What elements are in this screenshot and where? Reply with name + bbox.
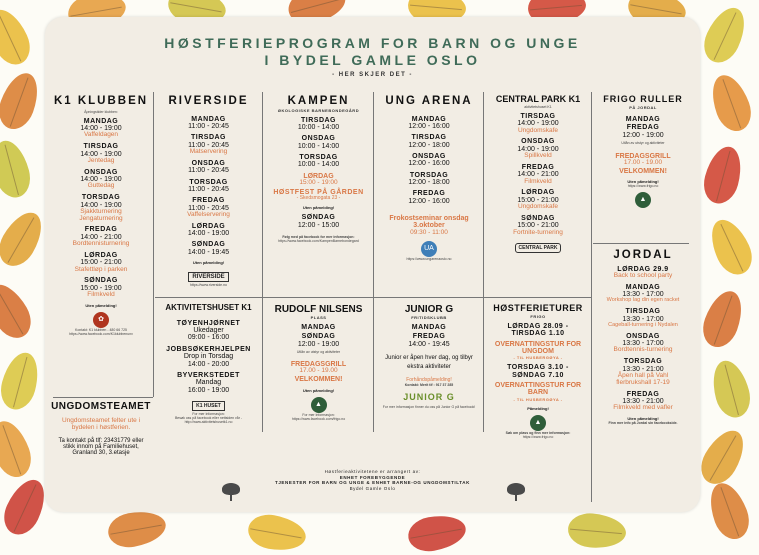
activity-note: Matservering <box>189 148 228 156</box>
signup-note: Uten påmelding! <box>192 260 225 266</box>
divider <box>153 92 154 397</box>
activity-note: Ungdomskafe <box>517 203 559 211</box>
junior-g-section <box>375 304 483 434</box>
time-label: 14:00 - 19:00 <box>517 120 559 128</box>
leaf-decoration <box>694 423 752 490</box>
day-label: MANDAG <box>411 324 447 331</box>
web-link[interactable]: https://www.frigo.no <box>522 434 554 439</box>
web-link[interactable]: For mer informasjon finner du oss på Junior G på facebook! <box>382 405 476 410</box>
day-label: FREDAG <box>626 390 660 398</box>
web-link[interactable]: https://www.facebook.com/K1klubbenunv <box>69 331 133 336</box>
note-text: Utlån av utstyr og aktiviteter <box>296 350 341 355</box>
footer <box>205 469 540 492</box>
day-label: FREDAG <box>521 163 555 171</box>
hostferieturer-section <box>485 303 591 439</box>
ung-arena-logo: UA <box>421 241 437 257</box>
frigo-logo: ▲ <box>635 192 651 208</box>
day-label: FREDAG <box>84 226 118 234</box>
time-label: 14:00 - 19:00 <box>517 145 559 153</box>
time-label: 14:00 - 19:00 <box>80 176 122 183</box>
day-label: TORSDAG <box>81 194 121 202</box>
time-label: 11:00 - 20:45 <box>188 185 229 193</box>
time-label: 11:00 - 20:45 <box>188 141 229 149</box>
day-label: TIRSDAG <box>520 112 556 120</box>
tagline: - HER SKJER DET - <box>332 72 413 78</box>
ungdomsteamet-section <box>49 401 153 501</box>
more-info: For mer informasjon: <box>192 411 225 416</box>
activity-note: Jentedag <box>87 156 115 164</box>
web-link[interactable]: https://www.facebook.com/KampenBarnebondegard <box>278 239 359 244</box>
leaf-decoration <box>705 70 757 136</box>
item-title: BYVERKSTEDET <box>177 371 240 379</box>
activity-note: Spillkveld <box>524 152 552 160</box>
day-label: TIRSDAG <box>191 134 226 142</box>
activity-note: Åpen hall på Vahl <box>617 371 669 379</box>
day-label: TORSDAG <box>623 358 663 366</box>
leaf-decoration <box>703 214 758 281</box>
activity-note: Filmkveld med vafler <box>613 404 673 412</box>
day-label: ONSDAG <box>412 153 446 161</box>
section-subtitle: FRITIDSKLUBB <box>411 315 447 320</box>
signup-note: Uten påmelding! <box>627 416 659 422</box>
leaf-decoration <box>697 2 752 69</box>
activity-note: Cageball-turnering i Nydalen <box>608 321 678 328</box>
leaf-decoration <box>707 357 755 422</box>
leaf-decoration <box>245 511 308 555</box>
item-line: 16:00 - 19:00 <box>187 386 230 394</box>
footer-line: Bydel Gamle Oslo <box>349 485 396 491</box>
time-label: 14:00 - 19:00 <box>80 125 122 132</box>
leaf-decoration <box>703 478 755 544</box>
time-label: 10:00 - 14:00 <box>297 123 340 131</box>
section-title: JUNIOR G <box>404 304 454 315</box>
day-label: TIRSDAG <box>83 143 119 151</box>
time-label: 14:00 - 19:00 <box>187 230 230 238</box>
follow-text: Følg med på facebook for mer informasjon: <box>282 235 355 240</box>
event-time: 17.00 - 19.00 <box>623 159 663 167</box>
activity-note: flerbrukshall 17-19 <box>616 378 670 386</box>
ung-arena-section <box>375 95 483 295</box>
time-label: 15:00 - 21:00 <box>80 259 122 267</box>
event-cta: VELKOMMEN! <box>294 376 343 384</box>
event-time: 09:30 - 11:00 <box>410 228 448 236</box>
time-label: 13:30 - 17:00 <box>622 315 664 323</box>
intro-text: Åpningstider klubben: <box>84 109 118 114</box>
time-label: 13:30 - 21:00 <box>622 365 664 373</box>
time-label: 12:00 - 18:00 <box>408 179 450 187</box>
activity-note: Guttedag <box>87 182 115 190</box>
jordal-section <box>593 249 693 505</box>
section-title: KAMPEN <box>287 95 350 107</box>
day-label: MANDAG <box>411 115 447 123</box>
divider <box>155 297 591 298</box>
footer-line: ENHET FOREBYGGENDE <box>339 474 406 480</box>
item-line: 14:00 - 20:00 <box>187 360 230 368</box>
activity-note: Bordtennisturnering <box>72 240 130 248</box>
section-title: K1 KLUBBEN <box>53 95 149 107</box>
event-title: FREDAGSGRILL <box>290 361 347 369</box>
leaf-decoration <box>0 205 50 272</box>
day-label: LØRDAG 29.9 <box>617 265 669 273</box>
riverside-logo: RIVERSIDE <box>188 272 228 282</box>
central-park-logo: CENTRAL PARK <box>515 243 562 253</box>
time-label: 13:30 - 21:00 <box>622 397 664 405</box>
web-link[interactable]: https://www.facebook.com/frigo.no <box>291 416 346 421</box>
more-info: Finn mer info på Jordal sin facebookside. <box>608 421 678 426</box>
day-label: MANDAG <box>625 115 661 123</box>
contact-text: Kontakt: Merit tlf : 917 37 285 <box>404 383 454 388</box>
day-label: SØNDAG <box>84 277 118 285</box>
event-cta: VELKOMMEN! <box>619 168 667 176</box>
activity-note: Fortnite-turnering <box>513 228 563 236</box>
central-park-section <box>485 95 591 295</box>
day-label: MANDAG <box>625 283 661 291</box>
day-label: LØRDAG <box>303 172 334 180</box>
day-label: TORSDAG <box>189 178 228 186</box>
time-label: 15:00 - 19:00 <box>80 284 122 292</box>
day-label: ONSDAG <box>626 332 660 340</box>
section-subtitle: PLASS <box>310 315 327 320</box>
time-label: 13:30 - 17:00 <box>622 340 664 348</box>
activity-note: Filmkveld <box>87 291 115 299</box>
day-label: ONSDAG <box>301 135 336 143</box>
divider <box>591 92 592 502</box>
time-label: 12:00 - 19:00 <box>622 131 664 139</box>
section-subtitle: aktivitetshuset K1 <box>524 104 552 109</box>
divider <box>262 92 263 432</box>
time-label: 11:00 - 20:45 <box>188 204 229 212</box>
day-label: TIRSDAG <box>301 116 336 124</box>
leaf-decoration <box>697 286 749 352</box>
divider <box>593 243 689 244</box>
time-label: 11:00 - 20:45 <box>188 122 229 130</box>
leaf-decoration <box>567 512 628 551</box>
day-label: SØNDAG <box>301 214 336 222</box>
day-label: SØNDAG <box>301 333 336 341</box>
day-label: FREDAG <box>412 333 446 341</box>
leaf-decoration <box>0 137 35 202</box>
event-title: HØSTFEST PÅ GÅRDEN <box>273 188 364 196</box>
day-label: TIRSDAG <box>411 134 447 142</box>
time-label: 12:00 - 16:00 <box>408 197 450 205</box>
time-label: 14:00 - 21:00 <box>517 171 559 179</box>
leaf-decoration <box>0 416 37 482</box>
leaf-decoration <box>0 277 38 344</box>
time-label: 10:00 - 14:00 <box>297 161 340 169</box>
time-label: 11:00 - 20:45 <box>188 167 229 175</box>
riverside-section <box>155 95 262 295</box>
leaf-decoration <box>0 68 45 134</box>
item-line: Mandag <box>195 379 222 387</box>
day-label: ONSDAG <box>84 168 118 176</box>
activity-note: Vaffeldagen <box>83 131 119 139</box>
divider <box>483 92 484 432</box>
trip-dates: TORSDAG 3.10 - SØNDAG 7.10 <box>507 364 569 379</box>
day-label: FREDAG <box>192 197 225 205</box>
day-label: LØRDAG <box>521 189 555 197</box>
time-label: 12:00 - 16:00 <box>408 160 450 168</box>
activity-note: Stafettløp i parken <box>74 265 128 273</box>
activity-note: Bordtennis-turnering <box>613 346 673 354</box>
event-location: - Skedsmogata 23 - <box>296 195 341 202</box>
event-title: Frokostseminar onsdag 3.oktober <box>389 215 469 230</box>
day-label: ONSDAG <box>521 138 555 146</box>
activity-note: Back to school party <box>613 271 673 279</box>
day-label: TORSDAG <box>299 154 338 162</box>
time-label: 14:00 - 19:45 <box>408 340 450 348</box>
day-label: MANDAG <box>301 324 336 331</box>
day-label: SØNDAG <box>521 214 555 222</box>
activity-note: Filmkveld <box>524 177 552 185</box>
section-subtitle: ØKOLOGISKE BARNEBONDEGÅRD <box>277 107 360 113</box>
day-label: FREDAG <box>626 124 660 132</box>
time-label: 13:30 - 17:00 <box>622 291 664 299</box>
item-title: JOBBSØKERHJELPEN <box>166 345 251 353</box>
time-label: 12:00 - 18:00 <box>408 141 450 149</box>
web-link[interactable]: Besøk oss på facebook eller nettsiden vår - http://www.aktivitetshusetk1.no <box>174 415 243 424</box>
page-title: HØSTFERIEPROGRAM FOR BARN OG UNGE <box>164 35 581 51</box>
leaf-decoration <box>0 4 37 71</box>
day-label: LØRDAG <box>191 222 226 230</box>
k1-klubben-section <box>49 95 153 395</box>
footer-line: Høstferieaktivitetene er arrangert av: <box>324 469 421 474</box>
frigo-ruller-section <box>593 95 693 241</box>
signup-note: Forhåndspåmelding! <box>406 377 452 384</box>
trip-dates: LØRDAG 28.09 - TIRSDAG 1.10 <box>507 322 569 338</box>
divider <box>53 397 153 398</box>
day-label: LØRDAG <box>84 251 118 259</box>
footer-line: TJENESTER FOR BARN OG UNGE & ENHET BARNE-OG UNGDOMSTILTAK <box>274 480 471 486</box>
signup-note: Påmelding! <box>527 405 549 411</box>
section-subtitle: PÅ JORDAL <box>629 104 657 110</box>
more-info: Søk om plass og finn mer informasjon: <box>505 430 571 435</box>
day-label: TIRSDAG <box>625 308 661 316</box>
section-title: RIVERSIDE <box>168 95 249 107</box>
frigo-logo: ▲ <box>311 397 327 413</box>
leaf-decoration <box>699 143 747 208</box>
web-link[interactable]: https://www.ungarenaoslo.no <box>406 256 452 261</box>
web-link[interactable]: https://www.frigo.no <box>627 184 659 189</box>
rudolf-nilsens-section <box>264 304 373 434</box>
note-text: Utlån av utstyr og aktiviteter <box>621 140 665 145</box>
section-title: HØSTFERIETURER <box>493 303 583 313</box>
trip-location: - TIL HUSBERGØYA - <box>513 396 563 402</box>
junior-g-logo: JUNIOR G <box>403 392 455 403</box>
signup-note: Uten påmelding! <box>627 179 659 185</box>
time-label: 14:00 - 21:00 <box>80 233 122 241</box>
frigo-logo: ▲ <box>530 415 546 431</box>
contact-text: Kontakt: K1 klubben - 480 66 725 <box>75 327 127 332</box>
leaf-decoration <box>405 511 468 555</box>
day-label: ONSDAG <box>191 159 226 167</box>
divider <box>373 92 374 432</box>
day-label: FREDAG <box>412 190 446 198</box>
time-label: 10:00 - 14:00 <box>297 142 340 150</box>
item-line: 09:00 - 16:00 <box>187 334 230 342</box>
leaf-decoration <box>0 349 44 414</box>
signup-note: Uten påmelding! <box>302 205 335 211</box>
k1-logo: ✿ <box>93 312 109 328</box>
time-label: 12:00 - 15:00 <box>297 221 340 229</box>
event-title: FREDAGSGRILL <box>615 152 671 160</box>
section-title: JORDAL <box>613 249 673 261</box>
section-title: FRIGO RULLER <box>603 94 683 104</box>
note-text: Junior er åpen hver dag, og tilbyr ekstra aktiviteter <box>385 355 473 371</box>
k1-huset-logo: K1 HUSET <box>192 401 225 411</box>
section-title: UNGDOMSTEAMET <box>51 401 151 412</box>
trip-title: OVERNATTINGSTUR FOR UNGDOM <box>494 340 582 355</box>
leaf-decoration <box>105 507 168 551</box>
section-title: UNG ARENA <box>385 95 473 107</box>
trip-location: - TIL HUSBERGØYA - <box>513 355 563 361</box>
activity-note: Sjakkturnering <box>80 207 122 215</box>
time-label: 12:00 - 16:00 <box>408 122 450 130</box>
contact-text: Ta kontakt på tlf: 23431779 eller stikk innom på Familiehuset, Granland 30, 3.etasje <box>58 437 144 457</box>
time-label: 12:00 - 19:00 <box>297 340 340 348</box>
more-info: For mer informasjon: <box>302 412 335 417</box>
activity-note: Vaffelservering <box>187 210 230 218</box>
web-link[interactable]: https://www.riverside.no <box>190 283 227 288</box>
item-line: Drop in Torsdag <box>183 353 234 361</box>
day-label: MANDAG <box>191 115 226 123</box>
section-subtitle: FRIGO <box>530 313 546 319</box>
day-label: SØNDAG <box>191 241 226 249</box>
aktivitetshuset-section <box>155 304 262 434</box>
time-label: 14:00 - 19:00 <box>80 150 122 158</box>
day-label: TORSDAG <box>409 171 449 179</box>
signup-note: Uten påmelding! <box>85 302 117 308</box>
time-label: 14:00 - 19:00 <box>80 201 122 209</box>
time-label: 15:00 - 21:00 <box>517 222 559 230</box>
item-line: Ukedager <box>193 327 224 335</box>
item-title: TØYENHJØRNET <box>176 319 241 327</box>
day-label: MANDAG <box>83 117 119 125</box>
event-time: 17.00 - 19.00 <box>299 367 338 375</box>
page-subtitle: I BYDEL GAMLE OSLO <box>264 52 481 68</box>
description: Ungdomsteamet felter ute i bydelen i høstferien. <box>61 417 141 431</box>
section-title: CENTRAL PARK K1 <box>495 94 581 104</box>
program-card <box>45 17 700 512</box>
section-title: RUDOLF NILSENS <box>274 304 363 315</box>
kampen-section <box>264 95 373 295</box>
activity-note: Workshop lag din egen racket <box>606 297 680 304</box>
activity-note: Jengaturnering <box>79 214 123 222</box>
trip-title: OVERNATTINGSTUR FOR BARN <box>494 381 582 397</box>
activity-note: Ungdomskafe <box>517 126 559 134</box>
section-title: AKTIVITETSHUSET K1 <box>165 303 252 312</box>
time-label: 15:00 - 21:00 <box>517 196 559 204</box>
time-label: 15:00 - 19:00 <box>299 179 338 187</box>
signup-note: Uten påmelding! <box>302 387 335 393</box>
time-label: 14:00 - 19:45 <box>187 248 230 256</box>
